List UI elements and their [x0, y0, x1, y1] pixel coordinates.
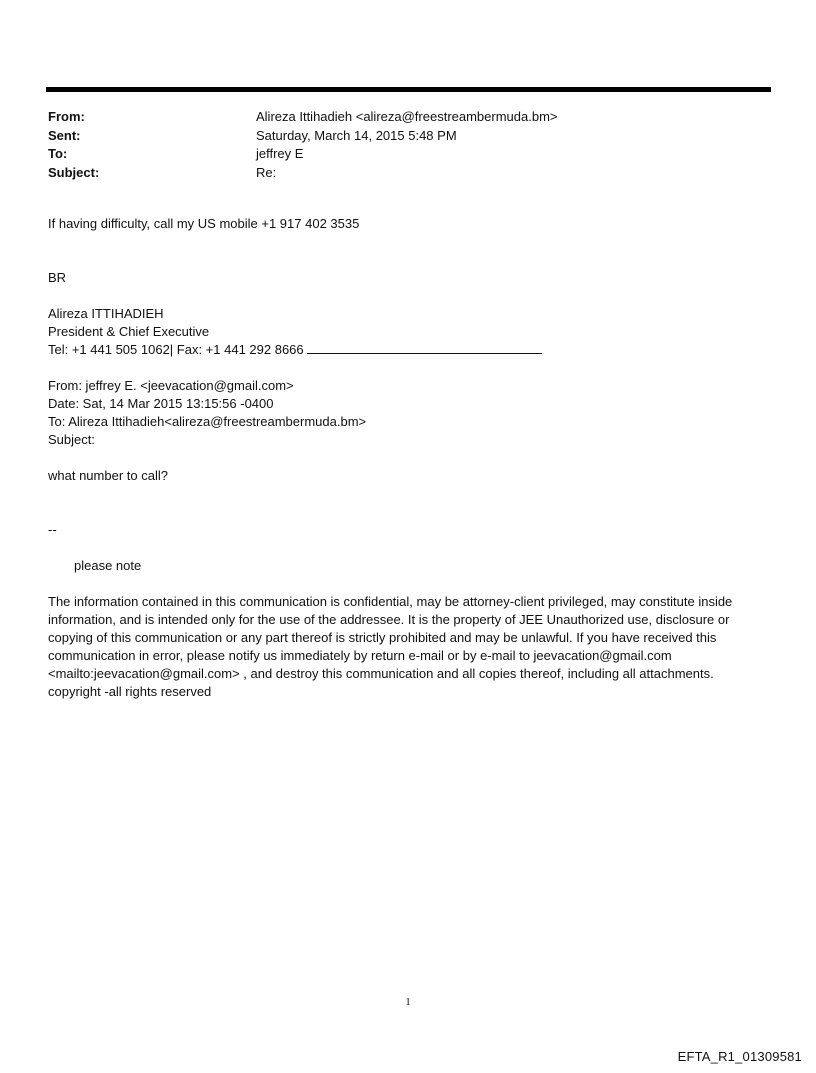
document-id: EFTA_R1_01309581 — [677, 1049, 802, 1064]
from-value: Alireza Ittihadieh <alireza@freestreambermuda.bm> — [256, 109, 558, 124]
quoted-date: Date: Sat, 14 Mar 2015 13:15:56 -0400 — [48, 396, 274, 411]
closing-line: BR — [48, 270, 67, 285]
sent-row — [48, 127, 768, 146]
signature-underline — [307, 341, 542, 354]
to-label: To: — [48, 146, 68, 161]
quoted-subject: Subject: — [48, 432, 95, 447]
subject-label: Subject: — [48, 164, 100, 180]
signature-separator: -- — [48, 522, 57, 537]
to-row — [48, 145, 768, 164]
please-note: please note — [74, 558, 142, 573]
from-row — [48, 108, 768, 127]
subject-row — [48, 164, 768, 183]
quoted-message: what number to call? — [48, 468, 168, 483]
quoted-from: From: jeffrey E. <jeevacation@gmail.com> — [48, 378, 294, 393]
page-number: 1 — [405, 996, 411, 1008]
to-value: jeffrey E — [256, 146, 304, 161]
signature-contact — [48, 341, 773, 359]
sent-value: Saturday, March 14, 2015 5:48 PM — [256, 127, 457, 143]
subject-value: Re: — [256, 164, 277, 180]
from-label: From: — [48, 109, 85, 124]
email-header — [48, 108, 768, 182]
email-body — [48, 215, 773, 701]
header-rule — [46, 87, 771, 92]
signature-title: President & Chief Executive — [48, 324, 210, 339]
signature-contact-text: Tel: +1 441 505 1062| Fax: +1 441 292 8666 — [48, 342, 304, 357]
intro-line: If having difficulty, call my US mobile +1 917 402 3535 — [48, 216, 360, 231]
quoted-to: To: Alireza Ittihadieh<alireza@freestreambermuda.bm> — [48, 414, 367, 429]
confidentiality-disclaimer: The information contained in this communication is confidential, may be attorney-client privileged, may constitute inside information, and is intended only for the use of the addressee. It is the property of JEE Unauthorized use, disclosure or copying of this communication or any part thereof is strictly prohibited and may be unlawful. If you have received this communication in error, please notify us immediately by return e-mail or by e-mail to jeevacation@gmail.com <mailto:jeevacation@gmail.com> , and destroy this communication and all copies thereof, including all attachments. copyright -all rights reserved — [48, 594, 736, 699]
signature-name: Alireza ITTIHADIEH — [48, 306, 164, 321]
sent-label: Sent: — [48, 127, 81, 143]
